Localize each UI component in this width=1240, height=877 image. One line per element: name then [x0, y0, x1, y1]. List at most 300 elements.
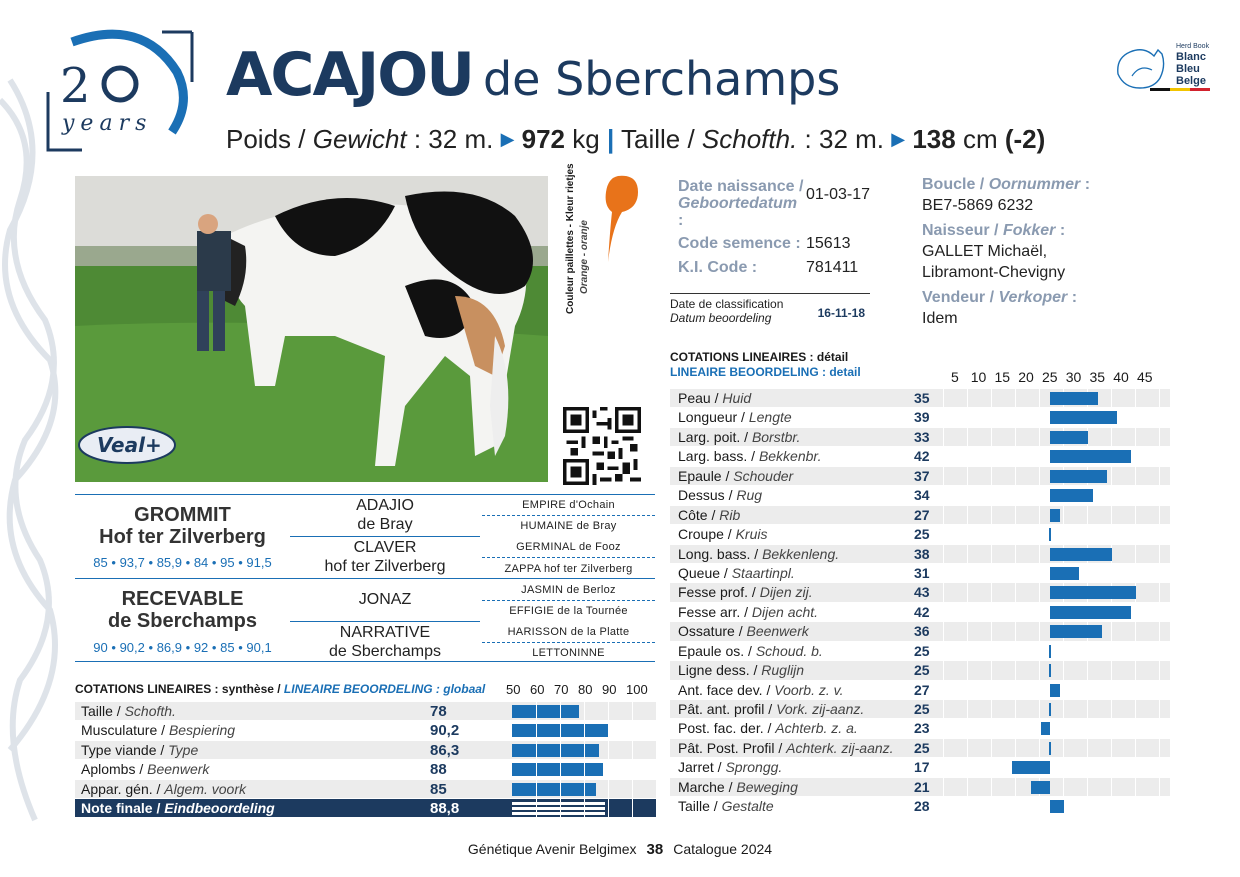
row-value: 25	[914, 739, 930, 756]
bull-name-suffix: de Sberchamps	[482, 52, 841, 106]
grid-line	[1087, 525, 1088, 543]
ki-code: 781411	[806, 259, 859, 276]
row-label: Ossature / Beenwerk	[678, 623, 809, 640]
detail-row	[670, 758, 1170, 777]
grid-line	[943, 700, 944, 718]
row-label: Epaule os. / Schoud. b.	[678, 642, 823, 659]
grid-line	[536, 702, 537, 720]
grid-line	[1135, 719, 1136, 737]
grid-line	[560, 760, 561, 778]
grid-line	[1135, 486, 1136, 504]
value-bar	[1050, 567, 1079, 580]
arrow-right-icon: ▶	[891, 129, 906, 149]
grid-line	[1015, 389, 1016, 407]
grid-line	[1159, 758, 1160, 776]
row-label: Côte / Rib	[678, 506, 741, 523]
classification-date: Date de classification Datum beoordeling 16-11-18	[670, 293, 870, 325]
grid-line	[967, 583, 968, 601]
weight-height-line: Poids / Gewicht : 32 m. ▶ 972 kg | Taille / Schofth. : 32 m. ▶ 138 cm (-2)	[226, 124, 1046, 154]
row-label: Longueur / Lengte	[678, 409, 792, 426]
detail-row	[670, 719, 1170, 738]
grid-line	[1159, 661, 1160, 679]
value-bar	[512, 744, 599, 757]
row-label: Taille / Schofth.	[81, 703, 176, 719]
grid-line	[1135, 681, 1136, 699]
grid-line	[1015, 797, 1016, 815]
value-bar	[1031, 781, 1050, 794]
grid-line	[1159, 447, 1160, 465]
grid-line	[608, 799, 609, 817]
grid-line	[991, 583, 992, 601]
grid-line	[1039, 681, 1040, 699]
grid-line	[967, 603, 968, 621]
grid-line	[1039, 467, 1040, 485]
row-label: Croupe / Kruis	[678, 526, 768, 543]
grid-line	[608, 760, 609, 778]
detail-row	[670, 700, 1170, 719]
grandparent: EMPIRE d'Ochain	[522, 499, 615, 511]
grid-line	[991, 525, 992, 543]
grid-line	[1087, 681, 1088, 699]
grid-line	[967, 622, 968, 640]
grid-line	[584, 721, 585, 739]
grandparent: HARISSON de la Platte	[507, 626, 630, 638]
sire-farm: Hof ter Zilverberg	[99, 526, 266, 548]
grid-line	[632, 799, 633, 817]
synthesis-row	[75, 741, 656, 760]
grid-line	[967, 700, 968, 718]
svg-text:Bleu: Bleu	[1176, 63, 1200, 75]
detail-heading: COTATIONS LINEAIRES : détail LINEAIRE BEOORDELING : detail	[670, 350, 861, 379]
value-bar	[1050, 625, 1102, 638]
scale-tick-label: 60	[530, 682, 545, 697]
grid-line	[991, 564, 992, 582]
grid-line	[536, 799, 537, 817]
row-label: Larg. bass. / Bekkenbr.	[678, 448, 822, 465]
row-value: 31	[914, 564, 930, 581]
grid-line	[943, 622, 944, 640]
grid-line	[536, 780, 537, 798]
grid-line	[1087, 661, 1088, 679]
detail-row	[670, 545, 1170, 564]
detail-row	[670, 525, 1170, 544]
height-extra: (-2)	[1004, 124, 1046, 154]
value-bar	[1050, 431, 1088, 444]
grid-line	[943, 719, 944, 737]
detail-row	[670, 622, 1170, 641]
row-label: Type viande / Type	[81, 741, 199, 758]
grid-line	[1039, 428, 1040, 446]
row-value: 43	[914, 584, 930, 601]
grid-line	[943, 603, 944, 621]
grid-line	[991, 447, 992, 465]
grid-line	[536, 721, 537, 739]
grid-line	[1111, 467, 1112, 485]
grid-line	[1111, 661, 1112, 679]
grid-line	[991, 486, 992, 504]
grid-line	[1135, 467, 1136, 485]
value-bar	[1012, 761, 1050, 774]
grid-line	[1063, 700, 1064, 718]
grid-line	[1111, 564, 1112, 582]
scale-tick-label: 50	[506, 682, 521, 697]
grid-line	[1039, 564, 1040, 582]
grid-line	[943, 467, 944, 485]
row-value: 38	[914, 545, 930, 562]
grid-line	[967, 389, 968, 407]
pedigree	[75, 494, 655, 662]
grid-line	[632, 760, 633, 778]
row-value: 35	[914, 390, 930, 406]
detail-table	[670, 389, 1170, 817]
birth-date: 01-03-17	[806, 186, 871, 203]
value-bar	[1050, 509, 1060, 522]
grid-line	[967, 545, 968, 563]
grid-line	[991, 545, 992, 563]
grid-line	[1135, 642, 1136, 660]
grid-line	[1087, 700, 1088, 718]
row-label: Peau / Huid	[678, 390, 752, 406]
grid-line	[1015, 506, 1016, 524]
grid-line	[991, 506, 992, 524]
grid-line	[608, 721, 609, 739]
dam-sire: JONAZ	[358, 591, 412, 608]
grid-line	[991, 467, 992, 485]
grid-line	[1135, 545, 1136, 563]
scale-tick-label: 70	[554, 682, 569, 697]
sire-dam: CLAVER	[353, 539, 417, 556]
row-label: Epaule / Schouder	[678, 467, 794, 484]
grid-line	[1135, 700, 1136, 718]
sire-dam-farm: hof ter Zilverberg	[324, 558, 446, 575]
detail-row	[670, 428, 1170, 447]
detail-row	[670, 467, 1170, 486]
page-number: 38	[646, 841, 664, 858]
row-label: Pât. ant. profil / Vork. zij-aanz.	[678, 701, 865, 717]
straw-color-label: Couleur paillettes - Kleur rietjes Orange - oranje	[565, 163, 590, 314]
row-value: 34	[914, 487, 930, 504]
grid-line	[1111, 428, 1112, 446]
grid-line	[943, 758, 944, 776]
grid-line	[943, 389, 944, 407]
grid-line	[991, 797, 992, 815]
grid-line	[1039, 739, 1040, 757]
grid-line	[1159, 603, 1160, 621]
grid-line	[943, 739, 944, 757]
grid-line	[584, 780, 585, 798]
grandparent: EFFIGIE de la Tournée	[509, 605, 628, 617]
grid-line	[1015, 564, 1016, 582]
decorative-strand	[0, 60, 70, 860]
detail-row	[670, 642, 1170, 661]
grid-line	[991, 758, 992, 776]
value-bar	[1050, 489, 1093, 502]
20-years-logo	[42, 22, 202, 154]
grid-line	[1159, 428, 1160, 446]
detail-row	[670, 681, 1170, 700]
grid-line	[1015, 525, 1016, 543]
scale-tick-label: 10	[970, 369, 987, 385]
grid-line	[991, 739, 992, 757]
grid-line	[1087, 506, 1088, 524]
seller: Idem	[922, 310, 958, 327]
grid-line	[943, 797, 944, 815]
dam-name: RECEVABLE	[121, 588, 244, 610]
grid-line	[1135, 661, 1136, 679]
row-label: Larg. poit. / Borstbr.	[678, 428, 801, 445]
bull-photo	[75, 176, 548, 482]
grid-line	[560, 721, 561, 739]
grid-line	[1063, 758, 1064, 776]
grid-line	[1111, 719, 1112, 737]
grandparent: GERMINAL de Fooz	[516, 541, 621, 553]
scale-tick-label: 30	[1065, 369, 1082, 385]
grid-line	[967, 681, 968, 699]
grid-line	[1087, 642, 1088, 660]
row-label: Marche / Beweging	[678, 778, 798, 795]
grid-line	[1111, 739, 1112, 757]
scale-tick-label: 20	[1018, 369, 1034, 385]
grid-line	[1159, 525, 1160, 543]
grid-line	[1015, 622, 1016, 640]
row-label: Ant. face dev. / Voorb. z. v.	[678, 681, 844, 698]
row-value: 33	[914, 428, 930, 445]
dam-dam-farm: de Sberchamps	[328, 643, 442, 660]
value-bar	[1049, 645, 1051, 658]
grid-line	[1039, 622, 1040, 640]
grid-line	[1159, 681, 1160, 699]
grid-line	[991, 622, 992, 640]
row-value: 25	[914, 526, 930, 543]
row-value: 86,3	[430, 741, 460, 759]
row-label: Post. fac. der. / Achterb. z. a.	[678, 720, 858, 737]
grandparent: HUMAINE de Bray	[520, 520, 617, 532]
grid-line	[1159, 506, 1160, 524]
grid-line	[967, 758, 968, 776]
grid-line	[1159, 642, 1160, 660]
synthesis-heading: COTATIONS LINEAIRES : synthèse / LINEAIRE BEOORDELING : globaal	[75, 682, 486, 696]
grid-line	[1159, 467, 1160, 485]
value-bar	[1049, 664, 1051, 677]
grid-line	[943, 681, 944, 699]
detail-row	[670, 778, 1170, 797]
grid-line	[1015, 408, 1016, 426]
grid-line	[1159, 545, 1160, 563]
row-value: 88,8	[430, 799, 460, 817]
row-value: 25	[914, 701, 930, 717]
grid-line	[1159, 486, 1160, 504]
grid-line	[943, 642, 944, 660]
value-bar	[512, 763, 603, 776]
grid-line	[1063, 642, 1064, 660]
row-label: Fesse prof. / Dijen zij.	[678, 584, 813, 601]
scale-tick-label: 100	[626, 682, 648, 697]
breeder: GALLET Michaël, Libramont-Chevigny	[922, 243, 1066, 281]
grid-line	[991, 389, 992, 407]
grid-line	[943, 428, 944, 446]
value-bar	[1049, 742, 1051, 755]
grid-line	[943, 525, 944, 543]
grid-line	[1159, 389, 1160, 407]
synthesis-row	[75, 721, 656, 740]
row-label: Fesse arr. / Dijen acht.	[678, 603, 819, 620]
grid-line	[967, 447, 968, 465]
grid-line	[991, 681, 992, 699]
grid-line	[1039, 408, 1040, 426]
grid-line	[536, 741, 537, 759]
info-block-left: Date naissance / Geboortedatum : 01-03-17 Code semence : 15613 K.I. Code : 781411	[678, 178, 871, 276]
grid-line	[1063, 661, 1064, 679]
grid-line	[1135, 797, 1136, 815]
grid-line	[991, 719, 992, 737]
grid-line	[967, 467, 968, 485]
footer: Génétique Avenir Belgimex 38 Catalogue 2024	[467, 841, 773, 858]
grid-line	[560, 780, 561, 798]
row-value: 27	[914, 681, 930, 698]
grid-line	[1111, 700, 1112, 718]
grandparent: LETTONINNE	[532, 647, 605, 659]
final-score-row	[75, 799, 656, 818]
grid-line	[1159, 797, 1160, 815]
grid-line	[1063, 739, 1064, 757]
grid-line	[967, 564, 968, 582]
grid-line	[943, 778, 944, 796]
row-value: 25	[914, 662, 930, 679]
value-bar	[1050, 586, 1136, 599]
grid-line	[991, 642, 992, 660]
grid-line	[1015, 700, 1016, 718]
grid-line	[1087, 778, 1088, 796]
grid-line	[1135, 739, 1136, 757]
synthesis-row	[75, 760, 656, 779]
grid-line	[632, 741, 633, 759]
grid-line	[1159, 778, 1160, 796]
grid-line	[1111, 642, 1112, 660]
row-label: Taille / Gestalte	[678, 798, 774, 815]
arrow-right-icon: ▶	[500, 129, 515, 149]
grid-line	[1039, 661, 1040, 679]
grid-line	[1039, 603, 1040, 621]
herdbook-logo	[1110, 36, 1218, 98]
row-value: 42	[914, 603, 930, 620]
detail-row	[670, 739, 1170, 758]
svg-text:2: 2	[60, 58, 91, 114]
grid-line	[1135, 603, 1136, 621]
grid-line	[1039, 545, 1040, 563]
grid-line	[584, 741, 585, 759]
row-value: 23	[914, 720, 930, 737]
dam-farm: de Sberchamps	[108, 610, 257, 632]
grid-line	[1087, 564, 1088, 582]
grid-line	[608, 780, 609, 798]
row-label: Long. bass. / Bekkenleng.	[678, 545, 840, 562]
row-value: 17	[914, 759, 930, 776]
detail-row	[670, 389, 1170, 408]
grid-line	[1135, 408, 1136, 426]
row-value: 42	[914, 448, 930, 465]
grid-line	[1111, 525, 1112, 543]
value-bar	[1050, 470, 1107, 483]
value-bar	[1050, 606, 1131, 619]
grid-line	[1015, 642, 1016, 660]
grid-line	[1159, 408, 1160, 426]
grid-line	[1039, 389, 1040, 407]
grid-line	[1159, 564, 1160, 582]
veal-plus-badge: Veal+	[97, 433, 162, 457]
grid-line	[943, 447, 944, 465]
grid-line	[608, 702, 609, 720]
height-value: 138	[912, 124, 956, 154]
grid-line	[584, 799, 585, 817]
synthesis-row	[75, 702, 656, 721]
grid-line	[1039, 700, 1040, 718]
grid-line	[1015, 603, 1016, 621]
grid-line	[967, 661, 968, 679]
sire-sire-farm: de Bray	[357, 516, 413, 533]
qr-code[interactable]	[563, 407, 641, 485]
grid-line	[1063, 506, 1064, 524]
semen-code: 15613	[806, 235, 851, 252]
grid-line	[1039, 583, 1040, 601]
grid-line	[967, 408, 968, 426]
orange-straw-icon	[598, 172, 642, 264]
grid-line	[1111, 758, 1112, 776]
grid-line	[1111, 486, 1112, 504]
grid-line	[1111, 681, 1112, 699]
value-bar	[1050, 548, 1112, 561]
detail-row	[670, 797, 1170, 816]
grid-line	[1159, 583, 1160, 601]
grid-line	[632, 780, 633, 798]
grid-line	[584, 760, 585, 778]
grid-line	[1087, 739, 1088, 757]
separator: |	[606, 124, 615, 154]
grid-line	[967, 797, 968, 815]
info-block-right: Boucle / Oornummer : BE7-5869 6232 Naisseur / Fokker : GALLET Michaël, Libramont-Chevigny Vendeur / Verkoper : Idem	[922, 174, 1222, 333]
scale-tick-label: 90	[602, 682, 617, 697]
grid-line	[991, 603, 992, 621]
grid-line	[608, 741, 609, 759]
grandparent: ZAPPA hof ter Zilverberg	[504, 563, 633, 575]
grid-line	[1111, 797, 1112, 815]
grid-line	[1135, 778, 1136, 796]
grid-line	[1135, 758, 1136, 776]
detail-row	[670, 583, 1170, 602]
grid-line	[632, 702, 633, 720]
grid-line	[1135, 564, 1136, 582]
sire-indexes: 85 • 93,7 • 85,9 • 84 • 95 • 91,5	[93, 555, 272, 570]
grid-line	[1015, 486, 1016, 504]
grid-line	[943, 506, 944, 524]
row-label: Musculature / Bespiering	[81, 722, 236, 739]
grid-line	[1015, 583, 1016, 601]
bull-name-main: ACAJOU	[226, 40, 473, 110]
grid-line	[1015, 467, 1016, 485]
grid-line	[1063, 681, 1064, 699]
svg-text:Herd Book: Herd Book	[1176, 43, 1210, 50]
row-label: Jarret / Sprongg.	[678, 759, 783, 776]
grid-line	[1111, 506, 1112, 524]
grandparent: JASMIN de Berloz	[521, 584, 616, 596]
grid-line	[1063, 719, 1064, 737]
dam-dam: NARRATIVE	[339, 624, 431, 641]
grid-line	[560, 741, 561, 759]
grid-line	[1063, 525, 1064, 543]
grid-line	[1039, 486, 1040, 504]
detail-row	[670, 603, 1170, 622]
row-value: 78	[430, 703, 447, 720]
row-label: Note finale / Eindbeoordeling	[81, 799, 275, 816]
